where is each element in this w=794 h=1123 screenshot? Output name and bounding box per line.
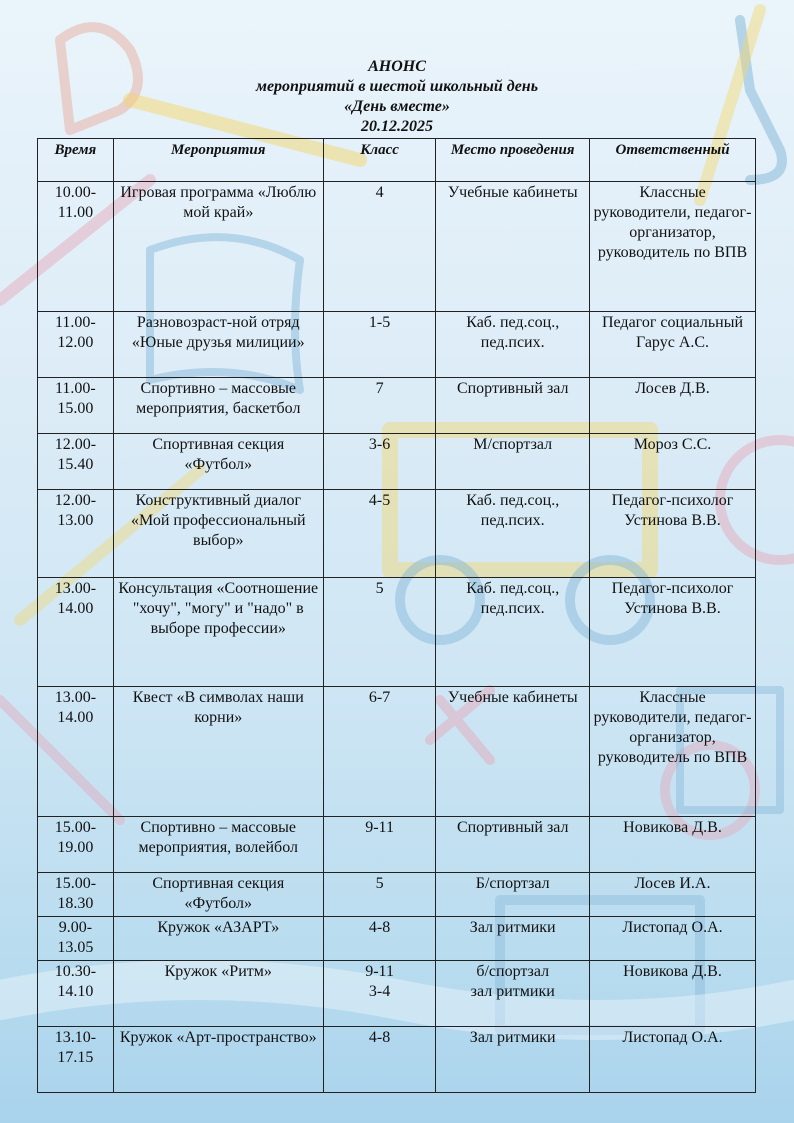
cell-responsible: Лосев Д.В. <box>590 378 756 434</box>
cell-class: 9-11 3-4 <box>323 961 436 1027</box>
cell-event: Конструктивный диалог «Мой профессиональный выбор» <box>113 490 323 578</box>
cell-time: 13.00- 14.00 <box>38 578 114 687</box>
cell-class: 7 <box>323 378 436 434</box>
column-header-event: Мероприятия <box>113 139 323 182</box>
cell-responsible: Листопад О.А. <box>590 1027 756 1093</box>
cell-event: Кружок «Ритм» <box>113 961 323 1027</box>
table-row <box>38 312 756 378</box>
cell-time: 11.00- 12.00 <box>38 312 114 378</box>
event-name: «День вместе» <box>344 98 450 115</box>
cell-time: 15.00- 18.30 <box>38 873 114 917</box>
announcement-subtitle: мероприятий в шестой школьный день <box>255 78 538 95</box>
column-header-responsible: Ответственный <box>590 139 756 182</box>
cell-event: Кружок «АЗАРТ» <box>113 917 323 961</box>
cell-place: Каб. пед.соц., пед.псих. <box>436 490 590 578</box>
cell-time: 10.00- 11.00 <box>38 182 114 312</box>
cell-class: 4-5 <box>323 490 436 578</box>
cell-place: Спортивный зал <box>436 378 590 434</box>
cell-responsible: Листопад О.А. <box>590 917 756 961</box>
cell-responsible: Мороз С.С. <box>590 434 756 490</box>
cell-place: Каб. пед.соц., пед.псих. <box>436 312 590 378</box>
cell-class: 5 <box>323 873 436 917</box>
table-header-row <box>38 139 756 182</box>
cell-responsible: Классные руководители, педагог-организатор, руководитель по ВПВ <box>590 182 756 312</box>
cell-place: Каб. пед.соц., пед.псих. <box>436 578 590 687</box>
cell-class: 6-7 <box>323 687 436 817</box>
cell-time: 12.00- 13.00 <box>38 490 114 578</box>
cell-class: 4 <box>323 182 436 312</box>
cell-responsible: Педагог-психолог Устинова В.В. <box>590 490 756 578</box>
schedule-table <box>37 138 756 1093</box>
column-header-time: Время <box>38 139 114 182</box>
cell-time: 13.10- 17.15 <box>38 1027 114 1093</box>
cell-time: 13.00- 14.00 <box>38 687 114 817</box>
cell-place: Учебные кабинеты <box>436 182 590 312</box>
cell-event: Спортивно – массовые мероприятия, баскетбол <box>113 378 323 434</box>
cell-time: 9.00- 13.05 <box>38 917 114 961</box>
table-row <box>38 817 756 873</box>
table-row <box>38 182 756 312</box>
cell-responsible: Педагог-психолог Устинова В.В. <box>590 578 756 687</box>
cell-class: 1-5 <box>323 312 436 378</box>
cell-place: М/спортзал <box>436 434 590 490</box>
cell-class: 4-8 <box>323 917 436 961</box>
cell-time: 15.00- 19.00 <box>38 817 114 873</box>
cell-event: Спортивная секция «Футбол» <box>113 873 323 917</box>
cell-place: Б/спортзал <box>436 873 590 917</box>
cell-responsible: Педагог социальный Гарус А.С. <box>590 312 756 378</box>
table-row <box>38 1027 756 1093</box>
cell-place: б/спортзал зал ритмики <box>436 961 590 1027</box>
cell-event: Кружок «Арт-пространство» <box>113 1027 323 1093</box>
cell-event: Спортивная секция «Футбол» <box>113 434 323 490</box>
cell-event: Квест «В символах наши корни» <box>113 687 323 817</box>
cell-event: Разновозраст-ной отряд «Юные друзья милиции» <box>113 312 323 378</box>
table-row <box>38 873 756 917</box>
cell-class: 4-8 <box>323 1027 436 1093</box>
cell-time: 12.00- 15.40 <box>38 434 114 490</box>
table-row <box>38 578 756 687</box>
table-row <box>38 961 756 1027</box>
cell-place: Зал ритмики <box>436 1027 590 1093</box>
cell-responsible: Лосев И.А. <box>590 873 756 917</box>
cell-time: 11.00- 15.00 <box>38 378 114 434</box>
cell-class: 5 <box>323 578 436 687</box>
table-row <box>38 917 756 961</box>
cell-event: Консультация «Соотношение "хочу", "могу" и "надо" в выборе профессии» <box>113 578 323 687</box>
cell-class: 3-6 <box>323 434 436 490</box>
cell-place: Спортивный зал <box>436 817 590 873</box>
cell-responsible: Классные руководители, педагог-организатор, руководитель по ВПВ <box>590 687 756 817</box>
cell-place: Зал ритмики <box>436 917 590 961</box>
cell-event: Спортивно – массовые мероприятия, волейбол <box>113 817 323 873</box>
cell-class: 9-11 <box>323 817 436 873</box>
announcement-title: АНОНС <box>368 58 426 75</box>
column-header-place: Место проведения <box>436 139 590 182</box>
cell-responsible: Новикова Д.В. <box>590 817 756 873</box>
table-row <box>38 434 756 490</box>
table-row <box>38 490 756 578</box>
cell-time: 10.30- 14.10 <box>38 961 114 1027</box>
column-header-class: Класс <box>323 139 436 182</box>
cell-responsible: Новикова Д.В. <box>590 961 756 1027</box>
table-row <box>38 687 756 817</box>
event-date: 20.12.2025 <box>361 118 433 135</box>
table-row <box>38 378 756 434</box>
cell-event: Игровая программа «Люблю мой край» <box>113 182 323 312</box>
cell-place: Учебные кабинеты <box>436 687 590 817</box>
